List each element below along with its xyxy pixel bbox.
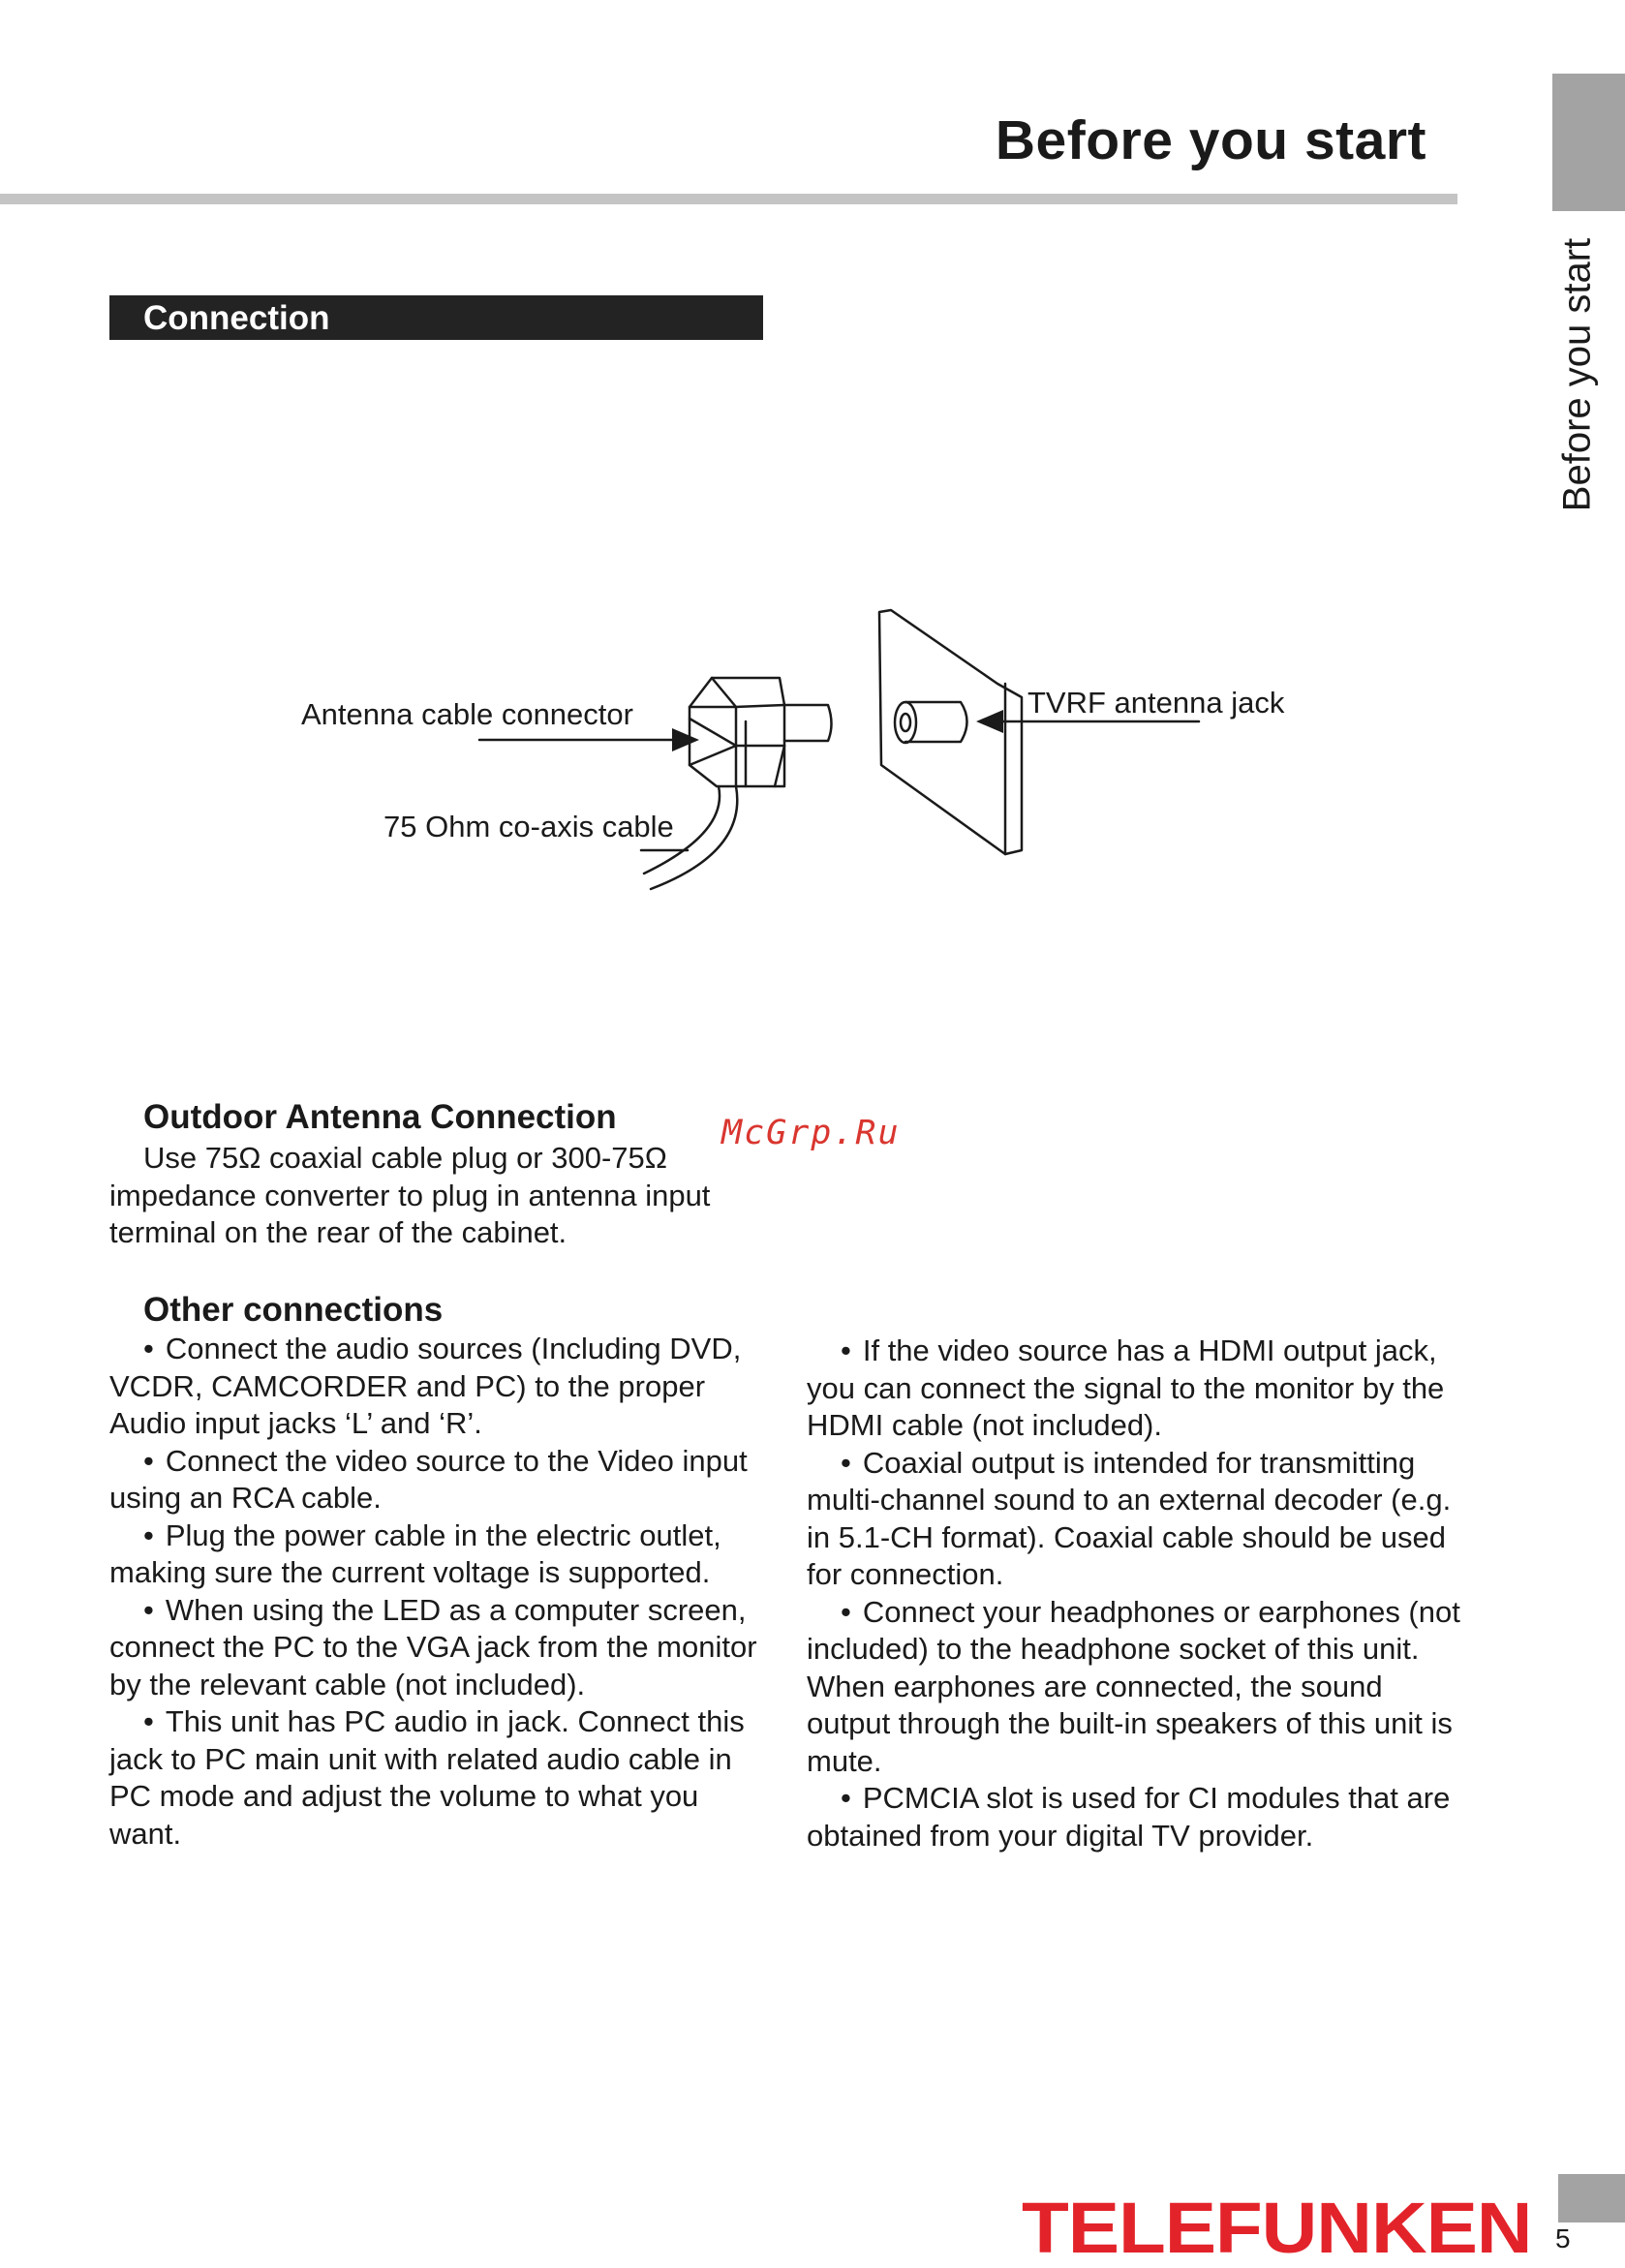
page-number: 5 <box>1555 2223 1571 2253</box>
label-antenna-connector: Antenna cable connector <box>301 697 633 731</box>
watermark-text: McGrp.Ru <box>721 1114 901 1152</box>
side-tab-label <box>1553 234 1602 515</box>
list-item: • If the video source has a HDMI output jack, you can connect the signal to the monitor by the HDMI cable (not included). <box>807 1333 1465 1445</box>
other-connections-heading: Other connections <box>143 1291 444 1329</box>
list-item: • Connect the audio sources (Including DVD, VCDR, CAMCORDER and PC) to the proper Audio input jacks ‘L’ and ‘R’. <box>109 1331 778 1443</box>
list-item: • Plug the power cable in the electric outlet, making sure the current voltage is supported. <box>109 1517 778 1592</box>
page-tab-marker <box>1558 2174 1625 2222</box>
header-rule <box>0 194 1457 204</box>
list-item: • PCMCIA slot is used for CI modules that are obtained from your digital TV provider. <box>807 1780 1465 1854</box>
brand-logo: TELEFUNKEN <box>1022 2188 1532 2268</box>
other-connections-left-column <box>109 1331 778 1853</box>
section-header-connection <box>109 295 763 340</box>
arrow-to-connector <box>672 728 699 751</box>
section-title: Connection <box>143 299 330 337</box>
antenna-connection-diagram <box>0 581 1625 930</box>
list-item: • Connect your headphones or earphones (not included) to the headphone socket of this unit. When earphones are connected, the sound output through the built-in speakers of this unit is mute. <box>807 1594 1465 1781</box>
label-tvrf-jack: TVRF antenna jack <box>1027 686 1285 720</box>
page-title: Before you start <box>995 109 1426 171</box>
label-coax-cable: 75 Ohm co-axis cable <box>383 810 674 843</box>
list-item: • This unit has PC audio in jack. Connect this jack to PC main unit with related audio cable in PC mode and adjust the volume to what you want. <box>109 1703 778 1853</box>
arrow-to-jack <box>976 710 1003 733</box>
list-item: • Connect the video source to the Video input using an RCA cable. <box>109 1443 778 1517</box>
tv-panel-shape <box>879 610 1022 854</box>
outdoor-antenna-text: Use 75Ω coaxial cable plug or 300-75Ω impedance converter to plug in antenna input terminal on the rear of the cabinet. <box>109 1141 711 1249</box>
list-item: • When using the LED as a computer screen, connect the PC to the VGA jack from the monitor by the relevant cable (not included). <box>109 1592 778 1704</box>
side-tab-marker <box>1552 74 1625 211</box>
outdoor-antenna-heading: Outdoor Antenna Connection <box>143 1098 617 1136</box>
side-tab-label-text: Before you start <box>1555 237 1599 512</box>
list-item: • Coaxial output is intended for transmitting multi-channel sound to an external decoder (e.g. in 5.1-CH format). Coaxial cable should be used for connection. <box>807 1445 1465 1594</box>
diagram-drawing <box>0 581 1625 930</box>
other-connections-right-column <box>807 1333 1465 1854</box>
